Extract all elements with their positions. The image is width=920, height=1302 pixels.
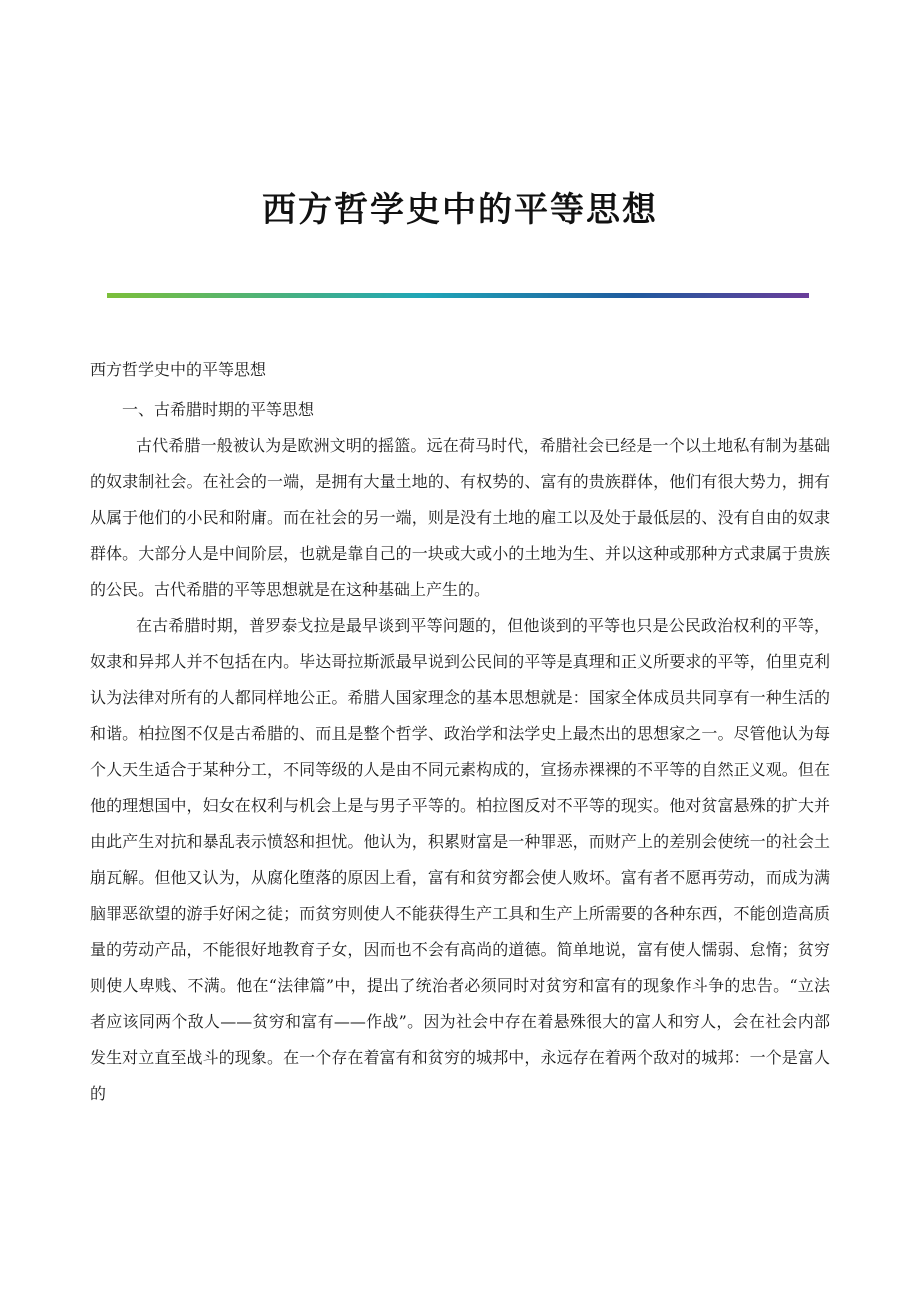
- section-heading: 一、古希腊时期的平等思想: [122, 400, 315, 419]
- document-subtitle: 西方哲学史中的平等思想: [90, 360, 267, 379]
- paragraph-2: 在古希腊时期，普罗泰戈拉是最早谈到平等问题的，但他谈到的平等也只是公民政治权利的平等，奴隶和异邦人并不包括在内。毕达哥拉斯派最早说到公民间的平等是真理和正义所要求的平等，伯里克利认为法律对所有的人都同样地公正。希腊人国家理念的基本思想就是：国家全体成员共同享有一种生活的和谐。柏拉图不仅是古希腊的、而且是整个哲学、政治学和法学史上最杰出的思想家之一。尽管他认为每个人天生适合于某种分工，不同等级的人是由不同元素构成的，宣扬赤裸裸的不平等的自然正义观。但在他的理想国中，妇女在权利与机会上是与男子平等的。柏拉图反对不平等的现实。他对贫富悬殊的扩大并由此产生对抗和暴乱表示愤怒和担忧。他认为，积累财富是一种罪恶，而财产上的差别会使统一的社会土崩瓦解。但他又认为，从腐化堕落的原因上看，富有和贫穷都会使人败坏。富有者不愿再劳动，而成为满脑罪恶欲望的游手好闲之徒；而贫穷则使人不能获得生产工具和生产上所需要的各种东西，不能创造高质量的劳动产品，不能很好地教育子女，因而也不会有高尚的道德。简单地说，富有使人懦弱、怠惰；贫穷则使人卑贱、不满。他在“法律篇”中，提出了统治者必须同时对贫穷和富有的现象作斗争的忠告。“立法者应该同两个敌人——贫穷和富有——作战”。因为社会中存在着悬殊很大的富人和穷人，会在社会内部发生对立直至战斗的现象。在一个存在着富有和贫穷的城邦中，永远存在着两个敌对的城邦：一个是富人的: [90, 616, 830, 1103]
- page-title: 西方哲学史中的平等思想: [262, 190, 658, 230]
- title-divider-gradient: [107, 293, 809, 298]
- document-body: [90, 352, 830, 1112]
- paragraph-1: 古代希腊一般被认为是欧洲文明的摇篮。远在荷马时代，希腊社会已经是一个以土地私有制为基础的奴隶制社会。在社会的一端，是拥有大量土地的、有权势的、富有的贵族群体，他们有很大势力，拥有从属于他们的小民和附庸。而在社会的另一端，则是没有土地的雇工以及处于最低层的、没有自由的奴隶群体。大部分人是中间阶层，也就是靠自己的一块或大或小的土地为生、并以这种或那种方式隶属于贵族的公民。古代希腊的平等思想就是在这种基础上产生的。: [90, 436, 830, 599]
